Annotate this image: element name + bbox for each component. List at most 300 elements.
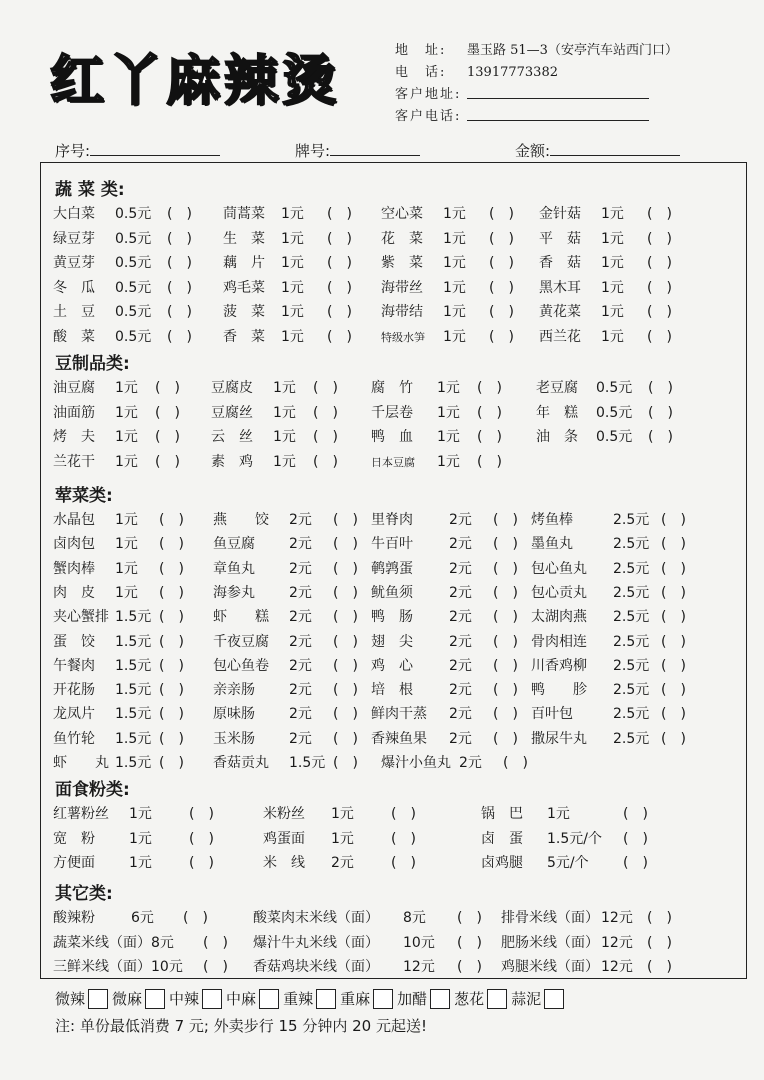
- item-checkbox[interactable]: ( ): [489, 304, 514, 320]
- item-checkbox[interactable]: ( ): [159, 730, 184, 747]
- menu-item[interactable]: [371, 533, 518, 553]
- phone-label: 电 话:: [395, 65, 447, 80]
- menu-item[interactable]: [53, 203, 192, 223]
- menu-item[interactable]: [223, 277, 352, 297]
- item-checkbox[interactable]: ( ): [661, 633, 686, 650]
- item-price: 12元: [403, 959, 435, 975]
- item-name: 烤鱼棒: [531, 512, 573, 528]
- item-checkbox[interactable]: ( ): [391, 806, 416, 822]
- item-checkbox[interactable]: ( ): [489, 230, 514, 247]
- customer-address-label: 客户地址:: [395, 87, 462, 102]
- item-price: 1元: [547, 806, 570, 822]
- flavor-label: 重辣: [283, 990, 314, 1008]
- flavor-option[interactable]: [454, 988, 507, 1009]
- item-checkbox[interactable]: ( ): [167, 328, 192, 345]
- item-checkbox[interactable]: ( ): [647, 328, 672, 345]
- item-price: 0.5元: [596, 380, 633, 396]
- item-checkbox[interactable]: ( ): [183, 910, 208, 926]
- item-checkbox[interactable]: ( ): [477, 404, 502, 421]
- menu-item[interactable]: [53, 606, 184, 626]
- item-checkbox[interactable]: ( ): [661, 536, 686, 553]
- item-checkbox[interactable]: ( ): [503, 755, 528, 771]
- item-checkbox[interactable]: ( ): [313, 429, 338, 445]
- menu-item[interactable]: [53, 228, 192, 248]
- menu-item[interactable]: [531, 558, 686, 578]
- item-checkbox[interactable]: ( ): [167, 230, 192, 247]
- item-checkbox[interactable]: ( ): [167, 255, 192, 271]
- menu-item[interactable]: [223, 301, 352, 321]
- item-checkbox[interactable]: ( ): [493, 609, 518, 626]
- item-checkbox[interactable]: ( ): [189, 855, 214, 871]
- flavor-checkbox[interactable]: [544, 989, 564, 1009]
- item-checkbox[interactable]: ( ): [159, 706, 184, 723]
- menu-item[interactable]: [53, 277, 192, 297]
- flavor-option[interactable]: [283, 988, 336, 1009]
- item-checkbox[interactable]: ( ): [327, 328, 352, 345]
- section-title-meat: 荤菜类:: [55, 486, 113, 506]
- item-checkbox[interactable]: ( ): [391, 855, 416, 871]
- item-price: 10元: [151, 959, 183, 975]
- item-checkbox[interactable]: ( ): [493, 536, 518, 553]
- item-checkbox[interactable]: ( ): [648, 429, 673, 445]
- item-checkbox[interactable]: ( ): [623, 830, 648, 847]
- menu-item[interactable]: [53, 509, 184, 529]
- menu-item[interactable]: [53, 932, 228, 952]
- item-name: 虾 丸: [53, 755, 109, 771]
- item-name: 黄豆芽: [53, 255, 95, 271]
- item-checkbox[interactable]: ( ): [647, 255, 672, 271]
- item-name: 章鱼丸: [213, 560, 255, 577]
- item-checkbox[interactable]: ( ): [159, 682, 184, 699]
- address-value: 墨玉路 51—3（安亭汽车站西门口）: [467, 43, 678, 58]
- menu-item[interactable]: [539, 252, 672, 272]
- section-title-veg: 蔬 菜 类:: [55, 180, 125, 200]
- item-name: 蟹肉棒: [53, 560, 95, 577]
- amount-label: 金额:: [515, 142, 551, 160]
- item-checkbox[interactable]: ( ): [189, 830, 214, 847]
- item-checkbox[interactable]: ( ): [457, 934, 482, 951]
- menu-item[interactable]: [531, 582, 686, 602]
- item-checkbox[interactable]: ( ): [333, 730, 358, 747]
- item-checkbox[interactable]: ( ): [493, 512, 518, 528]
- item-checkbox[interactable]: ( ): [333, 682, 358, 699]
- item-checkbox[interactable]: ( ): [648, 404, 673, 421]
- flavor-option[interactable]: [226, 988, 279, 1009]
- item-checkbox[interactable]: ( ): [327, 230, 352, 247]
- item-name: 香辣鱼果: [371, 730, 427, 747]
- item-name: 百叶包: [531, 706, 573, 723]
- menu-item[interactable]: [531, 606, 686, 626]
- item-checkbox[interactable]: ( ): [661, 560, 686, 577]
- item-name: 酸 菜: [53, 328, 95, 345]
- item-checkbox[interactable]: ( ): [327, 255, 352, 271]
- item-price: 1元: [273, 404, 296, 421]
- menu-item[interactable]: [501, 907, 672, 927]
- item-name: 开花肠: [53, 682, 95, 699]
- item-checkbox[interactable]: ( ): [327, 206, 352, 222]
- menu-item[interactable]: [536, 426, 673, 446]
- item-name: 鲜肉干蒸: [371, 706, 427, 723]
- item-checkbox[interactable]: ( ): [333, 633, 358, 650]
- menu-item[interactable]: [213, 631, 358, 651]
- item-checkbox[interactable]: ( ): [159, 560, 184, 577]
- menu-item[interactable]: [531, 533, 686, 553]
- item-name: 鸡蛋面: [263, 830, 305, 847]
- item-checkbox[interactable]: ( ): [333, 560, 358, 577]
- item-price: 12元: [601, 959, 633, 975]
- item-checkbox[interactable]: ( ): [493, 657, 518, 674]
- item-price: 1元: [281, 230, 304, 247]
- item-price: 1元: [273, 429, 296, 445]
- item-name: 茼蒿菜: [223, 206, 265, 222]
- item-name: 特级水笋: [381, 330, 425, 344]
- item-price: 1元: [437, 404, 460, 421]
- item-price: 1元: [601, 328, 624, 345]
- item-price: 1.5元: [115, 755, 152, 771]
- flavor-option[interactable]: [397, 988, 450, 1009]
- item-checkbox[interactable]: ( ): [159, 536, 184, 553]
- item-checkbox[interactable]: ( ): [159, 512, 184, 528]
- menu-item[interactable]: [481, 828, 648, 848]
- item-name: 藕 片: [223, 255, 265, 271]
- flavor-label: 微辣: [55, 990, 86, 1008]
- item-name: 空心菜: [381, 206, 423, 222]
- item-checkbox[interactable]: ( ): [155, 404, 180, 421]
- item-checkbox[interactable]: ( ): [327, 279, 352, 296]
- flavor-option[interactable]: [169, 988, 222, 1009]
- menu-item[interactable]: [53, 852, 214, 872]
- flavor-checkbox[interactable]: [202, 989, 222, 1009]
- item-name: 酸辣粉: [53, 910, 95, 926]
- customer-phone-field[interactable]: [467, 106, 649, 121]
- item-checkbox[interactable]: ( ): [159, 584, 184, 601]
- item-checkbox[interactable]: ( ): [623, 855, 648, 871]
- menu-item[interactable]: [263, 852, 416, 872]
- item-checkbox[interactable]: ( ): [159, 633, 184, 650]
- flavor-label: 中麻: [226, 990, 257, 1008]
- menu-item[interactable]: [539, 301, 672, 321]
- flavor-label: 蒜泥: [511, 990, 542, 1008]
- item-price: 1.5元: [115, 609, 152, 626]
- amount-field[interactable]: [550, 141, 680, 156]
- item-checkbox[interactable]: ( ): [457, 910, 482, 926]
- item-checkbox[interactable]: ( ): [333, 657, 358, 674]
- item-name: 龙凤片: [53, 706, 95, 723]
- menu-item[interactable]: [371, 582, 518, 602]
- flavor-option[interactable]: [55, 988, 108, 1009]
- item-price: 1.5元: [115, 730, 152, 747]
- item-checkbox[interactable]: ( ): [661, 706, 686, 723]
- item-name: 肥肠米线（面）: [501, 934, 599, 951]
- item-checkbox[interactable]: ( ): [493, 730, 518, 747]
- item-checkbox[interactable]: ( ): [661, 682, 686, 699]
- menu-item[interactable]: [53, 451, 180, 471]
- item-price: 2元: [449, 536, 472, 553]
- item-checkbox[interactable]: ( ): [167, 206, 192, 222]
- serial-field[interactable]: [90, 141, 220, 156]
- menu-item[interactable]: [539, 326, 672, 346]
- item-price: 0.5元: [115, 304, 152, 320]
- item-checkbox[interactable]: ( ): [167, 279, 192, 296]
- flavor-option[interactable]: [340, 988, 393, 1009]
- menu-item[interactable]: [211, 451, 338, 471]
- flavor-checkbox[interactable]: [259, 989, 279, 1009]
- item-checkbox[interactable]: ( ): [493, 682, 518, 699]
- item-checkbox[interactable]: ( ): [493, 560, 518, 577]
- menu-item[interactable]: [213, 582, 358, 602]
- menu-item[interactable]: [531, 655, 686, 675]
- flavor-option[interactable]: [511, 988, 564, 1009]
- item-checkbox[interactable]: ( ): [313, 380, 338, 396]
- item-checkbox[interactable]: ( ): [647, 910, 672, 926]
- menu-item[interactable]: [223, 252, 352, 272]
- plate-label: 牌号:: [295, 142, 331, 160]
- menu-item[interactable]: [531, 728, 686, 748]
- menu-item[interactable]: [53, 907, 208, 927]
- item-price: 1.5元/个: [547, 830, 602, 847]
- item-checkbox[interactable]: ( ): [647, 230, 672, 247]
- item-price: 2.5元: [613, 512, 650, 528]
- item-checkbox[interactable]: ( ): [155, 453, 180, 470]
- item-checkbox[interactable]: ( ): [159, 657, 184, 674]
- menu-item[interactable]: [371, 606, 518, 626]
- customer-address-field[interactable]: [467, 84, 649, 99]
- item-checkbox[interactable]: ( ): [648, 380, 673, 396]
- menu-item[interactable]: [53, 252, 192, 272]
- menu-item[interactable]: [371, 679, 518, 699]
- menu-item[interactable]: [213, 728, 358, 748]
- customer-phone-label: 客户电话:: [395, 109, 462, 124]
- item-name: 生 菜: [223, 230, 265, 247]
- menu-item[interactable]: [531, 631, 686, 651]
- menu-item[interactable]: [381, 277, 514, 297]
- menu-item[interactable]: [253, 907, 482, 927]
- item-name: 平 菇: [539, 230, 581, 247]
- item-price: 1元: [281, 255, 304, 271]
- item-name: 金针菇: [539, 206, 581, 222]
- item-checkbox[interactable]: ( ): [333, 536, 358, 553]
- item-checkbox[interactable]: ( ): [493, 633, 518, 650]
- menu-item[interactable]: [53, 558, 184, 578]
- menu-box: [40, 162, 747, 979]
- menu-item[interactable]: [211, 426, 338, 446]
- item-checkbox[interactable]: ( ): [333, 584, 358, 601]
- menu-item[interactable]: [381, 301, 514, 321]
- menu-item[interactable]: [53, 956, 228, 976]
- item-checkbox[interactable]: ( ): [661, 584, 686, 601]
- item-name: 老豆腐: [536, 380, 578, 396]
- flavor-option[interactable]: [112, 988, 165, 1009]
- menu-item[interactable]: [539, 203, 672, 223]
- menu-item[interactable]: [539, 277, 672, 297]
- footer: [55, 988, 745, 1036]
- item-name: 卤肉包: [53, 536, 95, 553]
- menu-item[interactable]: [53, 728, 184, 748]
- order-fields: [55, 140, 735, 161]
- item-price: 1元: [331, 806, 354, 822]
- menu-item[interactable]: [53, 752, 184, 772]
- menu-item[interactable]: [213, 533, 358, 553]
- menu-item[interactable]: [536, 377, 673, 397]
- item-name: 爆汁牛丸米线（面）: [253, 934, 379, 951]
- menu-item[interactable]: [531, 509, 686, 529]
- item-price: 1元: [129, 830, 152, 847]
- item-checkbox[interactable]: ( ): [493, 706, 518, 723]
- item-checkbox[interactable]: ( ): [159, 755, 184, 771]
- menu-item[interactable]: [213, 606, 358, 626]
- menu-item[interactable]: [501, 932, 672, 952]
- menu-item[interactable]: [53, 301, 192, 321]
- item-checkbox[interactable]: ( ): [661, 730, 686, 747]
- item-checkbox[interactable]: ( ): [203, 959, 228, 975]
- menu-item[interactable]: [371, 728, 518, 748]
- menu-item[interactable]: [53, 426, 180, 446]
- item-checkbox[interactable]: ( ): [647, 304, 672, 320]
- item-checkbox[interactable]: ( ): [661, 512, 686, 528]
- item-checkbox[interactable]: ( ): [313, 404, 338, 421]
- menu-item[interactable]: [481, 803, 648, 823]
- menu-item[interactable]: [371, 426, 502, 446]
- menu-item[interactable]: [53, 582, 184, 602]
- menu-item[interactable]: [53, 402, 180, 422]
- menu-item[interactable]: [223, 326, 352, 346]
- item-checkbox[interactable]: ( ): [333, 609, 358, 626]
- menu-item[interactable]: [53, 803, 214, 823]
- item-checkbox[interactable]: ( ): [493, 584, 518, 601]
- item-name: 菠 菜: [223, 304, 265, 320]
- item-price: 1.5元: [289, 755, 326, 771]
- menu-item[interactable]: [213, 509, 358, 529]
- menu-item[interactable]: [371, 655, 518, 675]
- item-checkbox[interactable]: ( ): [391, 830, 416, 847]
- item-checkbox[interactable]: ( ): [477, 453, 502, 470]
- item-name: 油豆腐: [53, 380, 95, 396]
- item-name: 鸡 心: [371, 657, 413, 674]
- item-checkbox[interactable]: ( ): [155, 380, 180, 396]
- menu-item[interactable]: [53, 655, 184, 675]
- menu-item[interactable]: [531, 679, 686, 699]
- menu-item[interactable]: [253, 956, 482, 976]
- item-name: 宽 粉: [53, 830, 95, 847]
- menu-item[interactable]: [53, 703, 184, 723]
- flavor-checkbox[interactable]: [373, 989, 393, 1009]
- item-checkbox[interactable]: ( ): [489, 279, 514, 296]
- item-checkbox[interactable]: ( ): [489, 328, 514, 345]
- item-name: 卤鸡腿: [481, 855, 523, 871]
- menu-item[interactable]: [481, 852, 648, 872]
- menu-item[interactable]: [211, 377, 338, 397]
- item-checkbox[interactable]: ( ): [333, 512, 358, 528]
- item-checkbox[interactable]: ( ): [623, 806, 648, 822]
- item-checkbox[interactable]: ( ): [457, 959, 482, 975]
- item-checkbox[interactable]: ( ): [333, 755, 358, 771]
- item-checkbox[interactable]: ( ): [477, 429, 502, 445]
- menu-item[interactable]: [223, 228, 352, 248]
- menu-item[interactable]: [263, 803, 416, 823]
- menu-item[interactable]: [381, 203, 514, 223]
- item-checkbox[interactable]: ( ): [647, 206, 672, 222]
- item-price: 1元: [437, 453, 460, 470]
- menu-item[interactable]: [381, 228, 514, 248]
- item-checkbox[interactable]: ( ): [189, 806, 214, 822]
- menu-item[interactable]: [539, 228, 672, 248]
- menu-item[interactable]: [213, 655, 358, 675]
- menu-item[interactable]: [501, 956, 672, 976]
- menu-item[interactable]: [371, 402, 502, 422]
- menu-item[interactable]: [213, 558, 358, 578]
- item-checkbox[interactable]: ( ): [155, 429, 180, 445]
- item-checkbox[interactable]: ( ): [167, 304, 192, 320]
- menu-item[interactable]: [371, 703, 518, 723]
- menu-item[interactable]: [213, 703, 358, 723]
- item-checkbox[interactable]: ( ): [333, 706, 358, 723]
- item-checkbox[interactable]: ( ): [159, 609, 184, 626]
- item-price: 1元: [443, 328, 466, 345]
- menu-item[interactable]: [223, 203, 352, 223]
- menu-item[interactable]: [53, 679, 184, 699]
- menu-item[interactable]: [531, 703, 686, 723]
- menu-item[interactable]: [381, 252, 514, 272]
- flavor-checkbox[interactable]: [487, 989, 507, 1009]
- menu-item[interactable]: [381, 752, 528, 772]
- menu-item[interactable]: [53, 377, 180, 397]
- item-checkbox[interactable]: ( ): [313, 453, 338, 470]
- menu-item[interactable]: [213, 679, 358, 699]
- item-name: 云 丝: [211, 429, 253, 445]
- item-name: 米 线: [263, 855, 305, 871]
- menu-item[interactable]: [53, 326, 192, 346]
- item-checkbox[interactable]: ( ): [489, 206, 514, 222]
- menu-item[interactable]: [371, 558, 518, 578]
- item-checkbox[interactable]: ( ): [647, 279, 672, 296]
- menu-item[interactable]: [371, 451, 502, 471]
- item-checkbox[interactable]: ( ): [489, 255, 514, 271]
- item-checkbox[interactable]: ( ): [203, 934, 228, 951]
- item-checkbox[interactable]: ( ): [477, 380, 502, 396]
- item-name: 鸡毛菜: [223, 279, 265, 296]
- menu-item[interactable]: [536, 402, 673, 422]
- plate-field[interactable]: [330, 141, 420, 156]
- item-price: 2.5元: [613, 536, 650, 553]
- item-checkbox[interactable]: ( ): [647, 959, 672, 975]
- section-title-other: 其它类:: [55, 884, 113, 904]
- item-name: 千层卷: [371, 404, 413, 421]
- menu-item[interactable]: [371, 377, 502, 397]
- menu-item[interactable]: [213, 752, 358, 772]
- flavor-checkbox[interactable]: [145, 989, 165, 1009]
- menu-item[interactable]: [211, 402, 338, 422]
- menu-item[interactable]: [53, 533, 184, 553]
- item-name: 黑木耳: [539, 279, 581, 296]
- menu-item[interactable]: [53, 828, 214, 848]
- item-name: 海带结: [381, 304, 423, 320]
- menu-item[interactable]: [371, 631, 518, 651]
- item-checkbox[interactable]: ( ): [661, 609, 686, 626]
- menu-item[interactable]: [53, 631, 184, 651]
- menu-item[interactable]: [371, 509, 518, 529]
- item-price: 8元: [151, 934, 174, 951]
- menu-item[interactable]: [263, 828, 416, 848]
- item-checkbox[interactable]: ( ): [661, 657, 686, 674]
- flavor-checkbox[interactable]: [88, 989, 108, 1009]
- item-checkbox[interactable]: ( ): [647, 934, 672, 951]
- flavor-checkbox[interactable]: [430, 989, 450, 1009]
- menu-item[interactable]: [253, 932, 482, 952]
- item-checkbox[interactable]: ( ): [327, 304, 352, 320]
- menu-item[interactable]: [381, 326, 514, 346]
- flavor-checkbox[interactable]: [316, 989, 336, 1009]
- item-price: 2元: [331, 855, 354, 871]
